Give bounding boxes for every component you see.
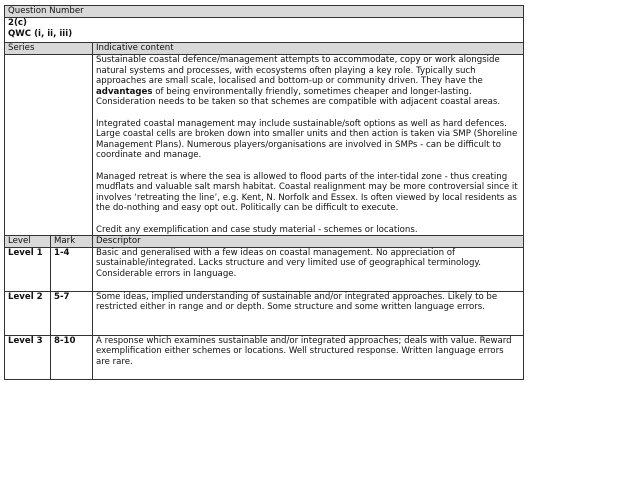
series-label: Series [5, 43, 93, 55]
level-label: Level 1 [5, 247, 51, 291]
indicative-content-label: Indicative content [93, 43, 524, 55]
mark-range: 1-4 [51, 247, 93, 291]
paragraph-1-text-a: Sustainable coastal defence/management attempts to accommodate, copy or work alongside natural systems and processes, with ecosystems often playing a key role. Typically such approaches are small scale, localised and bottom-up or community driven. They have the [96, 55, 500, 87]
mark-range: 5-7 [51, 291, 93, 335]
level-label: Level 3 [5, 335, 51, 379]
mark-range: 8-10 [51, 335, 93, 379]
content-paragraph-1 [96, 55, 520, 108]
question-number-cell [5, 18, 524, 43]
question-number-label: Question Number [5, 6, 524, 18]
paragraph-1-text-b: of being environmentally friendly, sometimes cheaper and longer-lasting. Consideration needs to be taken so that schemes are compatible with adjacent coastal areas. [96, 86, 501, 108]
level-header: Level [5, 236, 51, 248]
levels-header-row [5, 236, 524, 248]
content-paragraph-3: Managed retreat is where the sea is allowed to flood parts of the inter-tidal zone - thus creating mudflats and valuable salt marsh habitat. Coastal realignment may be more controversial since it involves ‘retreating the line’, e.g. Kent, N. Norfolk and Essex. Is often viewed by local residents as the do-nothing and easy opt out. Politically can be difficult to execute. [96, 171, 518, 214]
indicative-content-row [5, 55, 524, 236]
content-paragraph-4: Credit any exemplification and case study material - schemes or locations. [96, 224, 418, 235]
question-number: 2(c) [8, 18, 27, 28]
qwc-label: QWC (i, ii, iii) [8, 28, 73, 39]
indicative-content-cell [93, 55, 524, 236]
series-header-row [5, 43, 524, 55]
level-row [5, 291, 524, 335]
mark-header: Mark [51, 236, 93, 248]
content-paragraph-2: Integrated coastal management may include sustainable/soft options as well as hard defences. Large coastal cells are broken down into smaller units and then action is taken via SMP (Shoreline Management Plans). Numerous players/organisations are involved in SMPs - can be difficult to coordinate and manage. [96, 118, 518, 161]
level-label: Level 2 [5, 291, 51, 335]
level-row [5, 335, 524, 379]
descriptor-header: Descriptor [93, 236, 524, 248]
level-descriptor: Basic and generalised with a few ideas on coastal management. No appreciation of sustainable/integrated. Lacks structure and very limited use of geographical terminology. Considerable errors in language. [93, 247, 524, 291]
question-number-header-row [5, 6, 524, 18]
level-row [5, 247, 524, 291]
question-number-row [5, 18, 524, 43]
level-descriptor: Some ideas, implied understanding of sustainable and/or integrated approaches. Likely to be restricted either in range and or depth. Some structure and some written language errors. [93, 291, 524, 335]
level-descriptor: A response which examines sustainable and/or integrated approaches; deals with value. Reward exemplification either schemes or locations. Well structured response. Written language errors are rare. [93, 335, 524, 379]
advantages-bold: advantages [96, 86, 153, 97]
mark-scheme-table [4, 5, 524, 380]
series-cell [5, 55, 93, 236]
